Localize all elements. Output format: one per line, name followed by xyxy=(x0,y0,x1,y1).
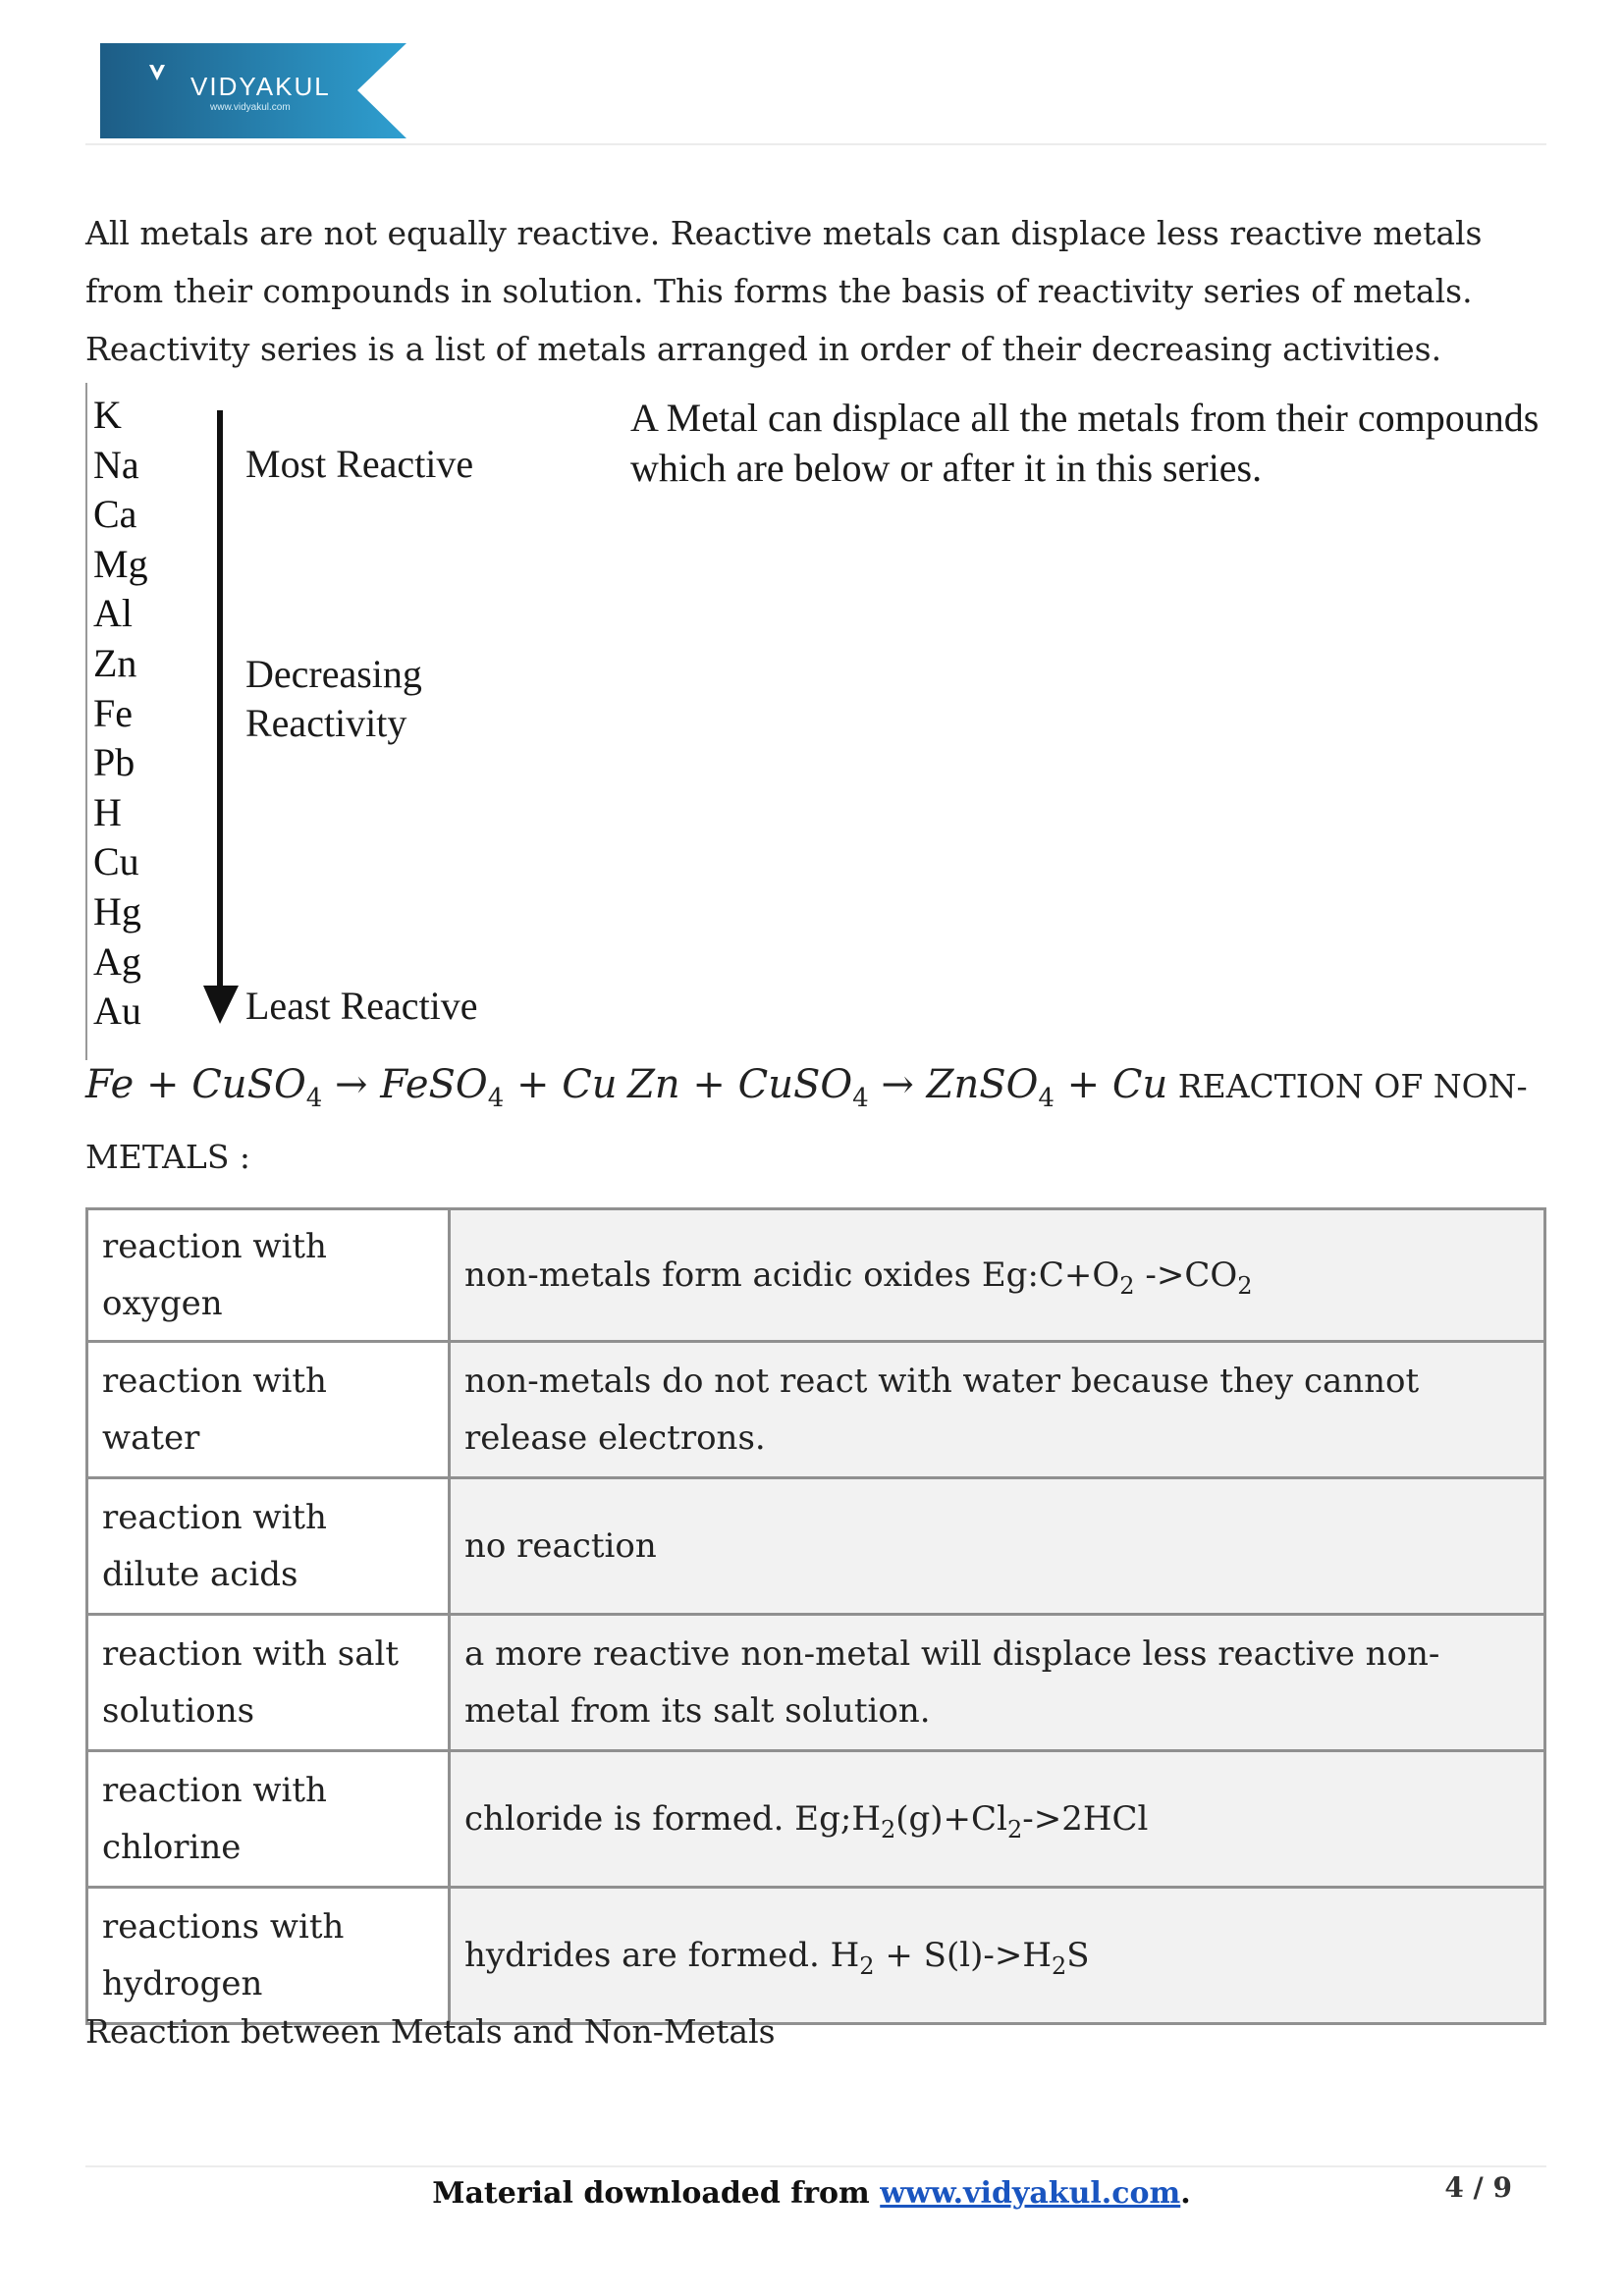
equation-2: Zn + CuSO$_4$ → ZnSO$_4$ + Cu xyxy=(627,1062,1168,1113)
metal-symbol: Cu xyxy=(93,839,139,884)
metal-symbol: Ag xyxy=(93,938,141,984)
metal-symbol: Hg xyxy=(93,888,141,934)
property-cell: reactions with hydrogen xyxy=(87,1888,450,2024)
property-cell: reaction with dilute acids xyxy=(87,1478,450,1615)
metal-symbol: Al xyxy=(93,591,133,636)
metal-symbol: Ca xyxy=(93,492,137,537)
section-heading-metals-nonmetals: Reaction between Metals and Non-Metals xyxy=(85,2012,776,2051)
table-row xyxy=(87,1615,1545,1751)
footer-divider xyxy=(85,2165,1546,2167)
property-cell: reaction with salt solutions xyxy=(87,1615,450,1751)
description-cell: a more reactive non-metal will displace less reactive non-metal from its salt solution. xyxy=(450,1615,1545,1751)
metal-symbol: Zn xyxy=(93,640,137,685)
description-cell: non-metals form acidic oxides $Eg:C+O_2$ $->CO_2$ xyxy=(450,1209,1545,1342)
equation-1: Fe + CuSO$_4$ → FeSO$_4$ + Cu xyxy=(85,1062,618,1113)
footer-credit: Material downloaded from www.vidyakul.com. xyxy=(432,2176,1191,2211)
displacement-equations xyxy=(85,1056,1548,1186)
displacement-note: A Metal can displace all the metals from their compounds which are below or after it in this series. xyxy=(630,396,1540,490)
property-cell: reaction with chlorine xyxy=(87,1751,450,1888)
logo-banner xyxy=(100,43,406,138)
metal-symbol: Na xyxy=(93,442,139,487)
property-cell: reaction with oxygen xyxy=(87,1209,450,1342)
reactivity-series-figure xyxy=(85,383,1540,1060)
down-arrow-icon xyxy=(201,410,241,1024)
vidyakul-logo[interactable] xyxy=(100,43,406,138)
metal-symbol: Fe xyxy=(93,690,133,735)
brand-url: www.vidyakul.com xyxy=(210,102,291,113)
metal-symbol: Mg xyxy=(93,541,148,586)
metal-symbol: Au xyxy=(93,988,141,1034)
brand-name: VIDYAKUL xyxy=(190,72,331,101)
description-cell: non-metals do not react with water because they cannot release electrons. xyxy=(450,1342,1545,1478)
property-cell: reaction with water xyxy=(87,1342,450,1478)
metal-symbol: H xyxy=(93,789,122,834)
description-cell: no reaction xyxy=(450,1478,1545,1615)
description-cell: chloride is formed. $Eg;H_2(g)+Cl_2->2HCl$ xyxy=(450,1751,1545,1888)
vidyakul-link[interactable]: www.vidyakul.com xyxy=(880,2176,1181,2211)
table-row xyxy=(87,1751,1545,1888)
metal-list xyxy=(85,391,148,1037)
nonmetal-reactions-table xyxy=(85,1207,1546,2025)
metal-symbol: Pb xyxy=(93,740,135,785)
intro-paragraph: All metals are not equally reactive. Reactive metals can displace less reactive metals from their compounds in solution. This forms the basis of reactivity series of metals. Reactivity series is a list of metals arranged in order of their decreasing activities. xyxy=(85,214,1483,368)
table-row xyxy=(87,1342,1545,1478)
description-cell: hydrides are formed. $H_2 + S(l)->H_2S$ xyxy=(450,1888,1545,2024)
table-row xyxy=(87,1478,1545,1615)
decreasing-reactivity-label: Decreasing Reactivity xyxy=(245,652,422,745)
table-row xyxy=(87,1209,1545,1342)
most-reactive-label: Most Reactive xyxy=(245,442,474,486)
page-number: 4 / 9 xyxy=(1444,2171,1512,2204)
metal-symbol: K xyxy=(93,393,122,437)
header-divider xyxy=(85,143,1546,145)
least-reactive-label: Least Reactive xyxy=(245,984,478,1028)
section-heading-nonmetals: REACTION OF NON-METALS : xyxy=(85,1067,1528,1176)
